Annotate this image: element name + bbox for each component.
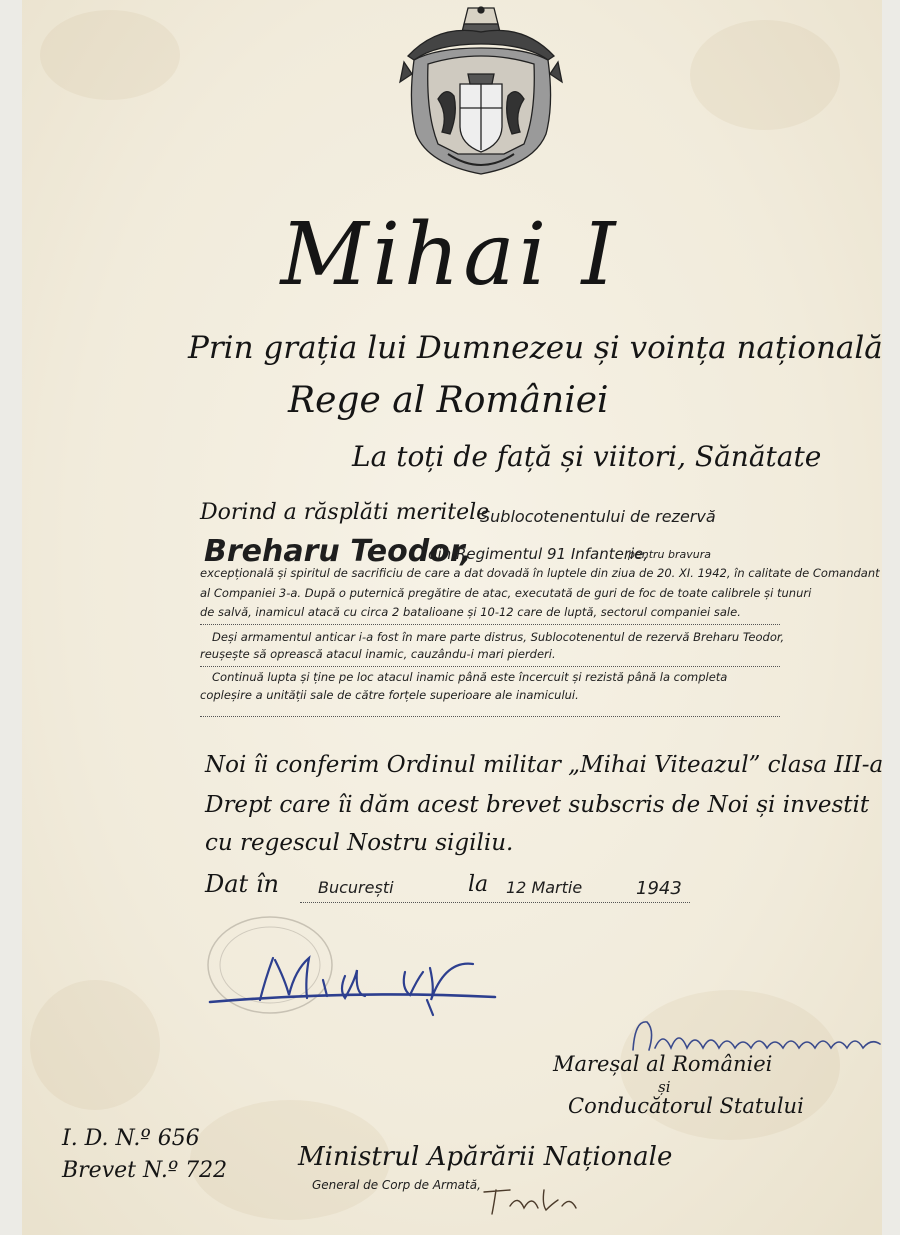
- marshal-conjunction: și: [658, 1078, 671, 1096]
- recipient-rank: Sublocotenentului de rezervă: [480, 507, 716, 526]
- minister-signature: [480, 1180, 590, 1220]
- issued-at-label: Dat în: [205, 870, 279, 898]
- brevet-statement: Drept care îi dăm acest brevet subscris de Noi și investit: [205, 792, 870, 818]
- citation-line: reușește să oprească atacul inamic, cauzându-i mari pierderi.: [200, 647, 556, 661]
- issued-city: București: [318, 878, 394, 897]
- issued-on-label: la: [468, 872, 489, 897]
- royal-coat-of-arms-icon: [398, 4, 564, 186]
- dotted-rule: [200, 624, 780, 625]
- minister-rank: General de Corp de Armată,: [312, 1178, 481, 1192]
- king-signature: [205, 940, 505, 1025]
- citation-line: Deși armamentul anticar i-a fost în mare parte distrus, Sublocotenentul de rezervă Breharu Teodor,: [212, 630, 785, 644]
- royal-title-line: Rege al României: [288, 380, 609, 421]
- royal-formula-line: Prin grația lui Dumnezeu și voința națională: [188, 330, 883, 366]
- paper-stain: [30, 980, 160, 1110]
- dotted-rule: [200, 716, 780, 717]
- citation-line: copleșire a unității sale de către forțele superioare ale inamicului.: [200, 688, 579, 702]
- head-of-state-title: Conducătorul Statului: [568, 1094, 804, 1118]
- issued-date: 12 Martie: [506, 878, 583, 897]
- scan-edge-left: [0, 0, 22, 1235]
- issued-year: 1943: [636, 878, 682, 899]
- brevet-number: Brevet N.º 722: [62, 1158, 228, 1183]
- greeting-line: La toți de față și viitori, Sănătate: [352, 440, 822, 473]
- citation-lead: pentru bravura: [628, 548, 712, 561]
- recipient-regiment: din Regimentul 91 Infanterie,: [428, 545, 649, 563]
- seal-statement: cu regescul Nostru sigiliu.: [205, 830, 514, 856]
- citation-line: de salvă, inamicul atacă cu circa 2 batalioane și 10-12 care de luptă, sectorul companiei sale.: [200, 605, 741, 619]
- paper-stain: [690, 20, 840, 130]
- dotted-rule: [200, 666, 780, 667]
- order-conferral: Noi îi conferim Ordinul militar „Mihai Viteazul” clasa III-a: [205, 752, 884, 778]
- idn-number: I. D. N.º 656: [62, 1126, 200, 1151]
- minister-title: Ministrul Apărării Naționale: [298, 1142, 673, 1172]
- paper-stain: [40, 10, 180, 100]
- document-title: Mihai I: [280, 205, 620, 305]
- intro-text: Dorind a răsplăti meritele: [200, 500, 490, 525]
- citation-line: al Companiei 3-a. După o puternică pregătire de atac, executată de guri de foc de toate calibrele și tunuri: [200, 586, 812, 600]
- recipient-name: Breharu Teodor,: [204, 534, 472, 569]
- citation-line: Continuă lupta și ține pe loc atacul inamic până este încercuit și rezistă până la completa: [212, 670, 728, 684]
- dotted-rule: [300, 902, 690, 903]
- marshal-title: Mareșal al României: [553, 1052, 773, 1076]
- citation-line: excepțională și spiritul de sacrificiu de care a dat dovadă în luptele din ziua de 20. XI. 1942, în calitate de Comandant: [200, 566, 880, 580]
